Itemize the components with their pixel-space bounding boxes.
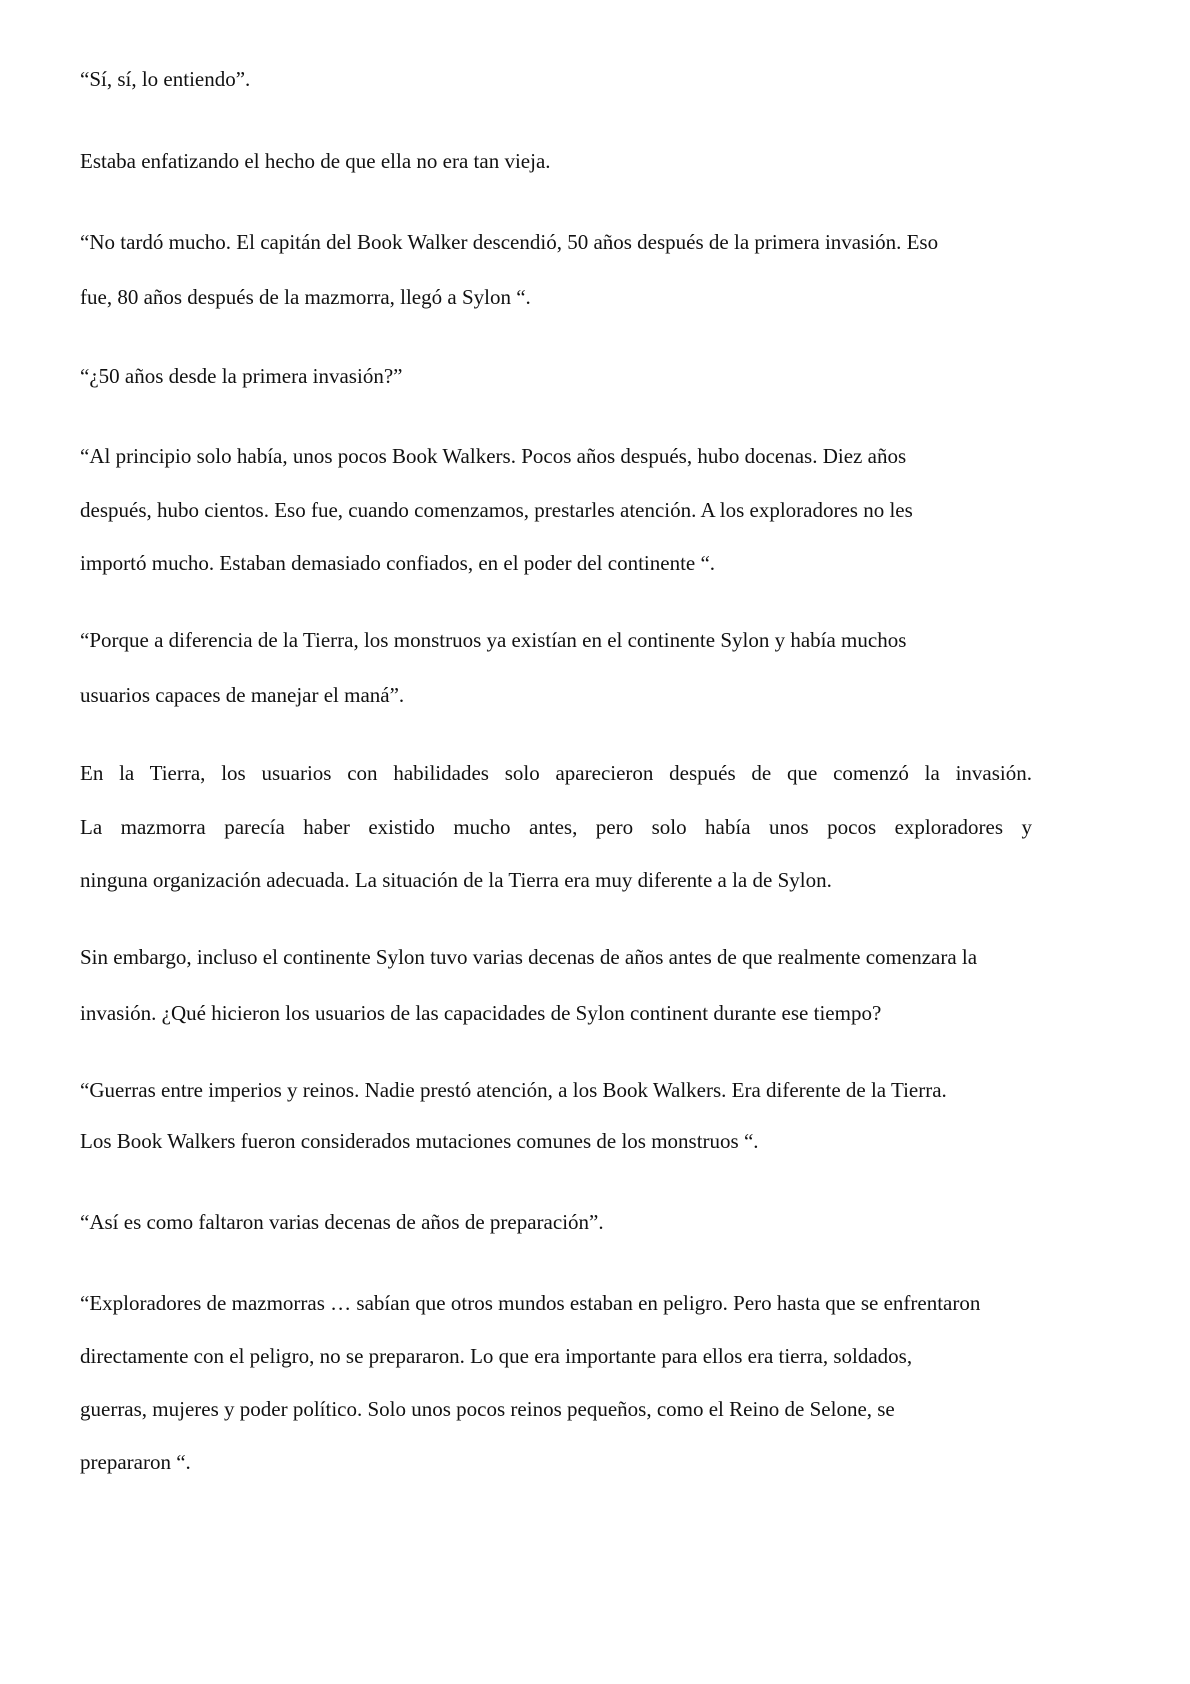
paragraph-line: “Así es como faltaron varias decenas de años de preparación”. bbox=[80, 1210, 604, 1234]
paragraph-line: invasión. ¿Qué hicieron los usuarios de las capacidades de Sylon continent durante ese tiempo? bbox=[80, 1001, 882, 1025]
paragraph-line: La mazmorra parecía haber existido mucho antes, pero solo había unos pocos exploradores y bbox=[80, 815, 1032, 839]
paragraph-line: “Guerras entre imperios y reinos. Nadie prestó atención, a los Book Walkers. Era diferente de la Tierra. bbox=[80, 1078, 947, 1102]
paragraph-line: ninguna organización adecuada. La situación de la Tierra era muy diferente a la de Sylon. bbox=[80, 868, 832, 892]
paragraph-line: prepararon “. bbox=[80, 1450, 191, 1474]
paragraph-line: “Exploradores de mazmorras … sabían que otros mundos estaban en peligro. Pero hasta que se enfrentaron bbox=[80, 1291, 981, 1315]
paragraph-line: directamente con el peligro, no se prepararon. Lo que era importante para ellos era tierra, soldados, bbox=[80, 1344, 913, 1368]
paragraph-line: “Sí, sí, lo entiendo”. bbox=[80, 67, 251, 91]
paragraph-line: “Porque a diferencia de la Tierra, los monstruos ya existían en el continente Sylon y había muchos bbox=[80, 628, 907, 652]
paragraph-line: guerras, mujeres y poder político. Solo unos pocos reinos pequeños, como el Reino de Selone, se bbox=[80, 1397, 895, 1421]
paragraph-line: Sin embargo, incluso el continente Sylon tuvo varias decenas de años antes de que realmente comenzara la bbox=[80, 945, 978, 969]
paragraph-line: fue, 80 años después de la mazmorra, llegó a Sylon “. bbox=[80, 285, 531, 309]
paragraph-line: Estaba enfatizando el hecho de que ella no era tan vieja. bbox=[80, 149, 551, 173]
paragraph-line: usuarios capaces de manejar el maná”. bbox=[80, 683, 405, 707]
paragraph-line: después, hubo cientos. Eso fue, cuando comenzamos, prestarles atención. A los exploradores no les bbox=[80, 498, 913, 522]
paragraph-line: importó mucho. Estaban demasiado confiados, en el poder del continente “. bbox=[80, 551, 716, 575]
paragraph-line: En la Tierra, los usuarios con habilidades solo aparecieron después de que comenzó la invasión. bbox=[80, 761, 1032, 785]
paragraph-line: “No tardó mucho. El capitán del Book Walker descendió, 50 años después de la primera invasión. Eso bbox=[80, 230, 939, 254]
paragraph-line: Los Book Walkers fueron considerados mutaciones comunes de los monstruos “. bbox=[80, 1129, 759, 1153]
paragraph-line: “¿50 años desde la primera invasión?” bbox=[80, 364, 403, 388]
paragraph-line: “Al principio solo había, unos pocos Book Walkers. Pocos años después, hubo docenas. Diez años bbox=[80, 444, 907, 468]
